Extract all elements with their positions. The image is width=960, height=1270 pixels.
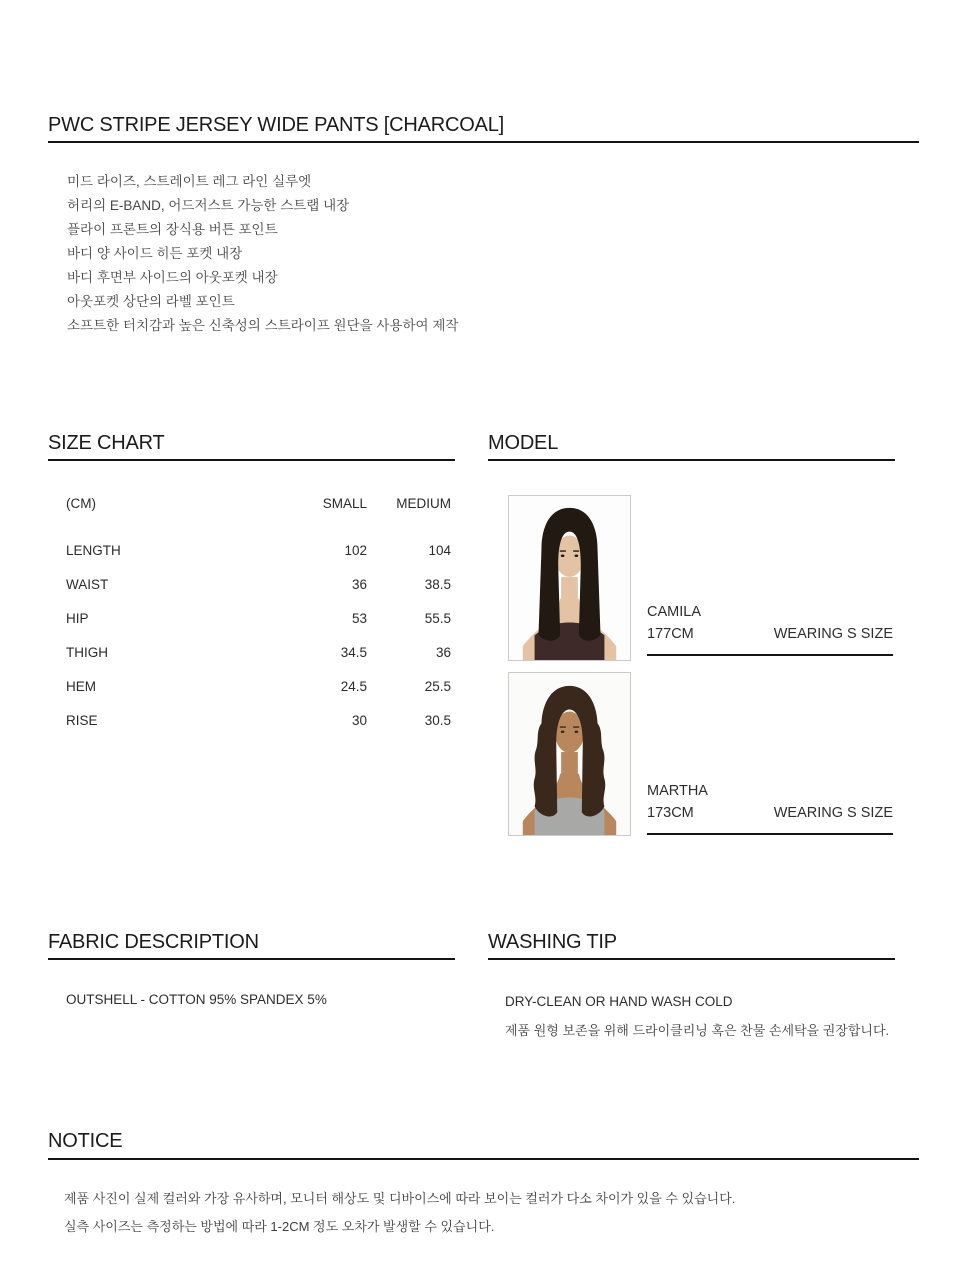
notice-divider <box>48 1158 919 1160</box>
small-value: 102 <box>344 543 367 558</box>
table-row <box>48 713 455 747</box>
title-divider <box>48 141 919 143</box>
model-wearing-size: WEARING S SIZE <box>773 626 893 642</box>
fabric-heading: FABRIC DESCRIPTION <box>48 931 259 953</box>
small-value: 34.5 <box>340 645 367 660</box>
washing-divider <box>488 958 895 960</box>
table-row <box>48 611 455 645</box>
model-photo-camila <box>508 495 631 661</box>
feature-item: 플라이 프론트의 장식용 버튼 포인트 <box>67 222 278 237</box>
feature-item: 미드 라이즈, 스트레이트 레그 라인 실루엣 <box>67 174 312 189</box>
row-label: WAIST <box>66 577 109 592</box>
washing-heading: WASHING TIP <box>488 931 617 953</box>
model-info-martha <box>647 782 893 835</box>
model-wearing-size: WEARING S SIZE <box>773 805 893 821</box>
model-info-camila <box>647 603 893 656</box>
notice-text <box>64 1185 735 1241</box>
unit-label: (CM) <box>66 496 96 511</box>
model-detail-row <box>647 626 893 642</box>
column-medium: MEDIUM <box>396 496 451 511</box>
medium-value: 104 <box>428 543 451 558</box>
row-label: THIGH <box>66 645 108 660</box>
feature-item: 소프트한 터치감과 높은 신축성의 스트라이프 원단을 사용하여 제작 <box>67 318 459 333</box>
medium-value: 55.5 <box>424 611 451 626</box>
model-detail-row <box>647 805 893 821</box>
page-title: PWC STRIPE JERSEY WIDE PANTS [CHARCOAL] <box>48 114 504 136</box>
row-label: HEM <box>66 679 96 694</box>
medium-value: 36 <box>435 645 451 660</box>
feature-item: 바디 후면부 사이드의 아웃포켓 내장 <box>67 270 278 285</box>
fabric-divider <box>48 958 455 960</box>
model-height: 173CM <box>647 805 694 821</box>
model-heading: MODEL <box>488 432 559 454</box>
model-name: MARTHA <box>647 783 708 799</box>
size-chart-table <box>48 543 455 747</box>
small-value: 24.5 <box>340 679 367 694</box>
washing-line-kr: 제품 원형 보존을 위해 드라이클리닝 혹은 찬물 손세탁을 권장합니다. <box>505 1023 890 1038</box>
small-value: 36 <box>351 577 367 592</box>
row-label: RISE <box>66 713 98 728</box>
small-value: 53 <box>351 611 367 626</box>
fabric-description: OUTSHELL - COTTON 95% SPANDEX 5% <box>66 992 327 1007</box>
notice-line: 제품 사진이 실제 컬러와 가장 유사하며, 모니터 해상도 및 디바이스에 따라 보이는 컬러가 다소 차이가 있을 수 있습니다. <box>64 1191 736 1206</box>
model-name: CAMILA <box>647 604 701 620</box>
table-row <box>48 577 455 611</box>
row-label: HIP <box>66 611 89 626</box>
small-value: 30 <box>351 713 367 728</box>
feature-list <box>67 170 458 338</box>
feature-item: 아웃포켓 상단의 라벨 포인트 <box>67 294 235 309</box>
table-row <box>48 645 455 679</box>
washing-line-en: DRY-CLEAN OR HAND WASH COLD <box>505 994 733 1009</box>
model-divider <box>488 459 895 461</box>
size-chart-heading: SIZE CHART <box>48 432 165 454</box>
feature-item: 바디 양 사이드 히든 포켓 내장 <box>67 246 243 261</box>
model-height: 177CM <box>647 626 694 642</box>
column-small: SMALL <box>322 496 367 511</box>
table-row <box>48 543 455 577</box>
medium-value: 30.5 <box>424 713 451 728</box>
notice-heading: NOTICE <box>48 1130 123 1152</box>
medium-value: 25.5 <box>424 679 451 694</box>
model-photo-martha <box>508 672 631 836</box>
feature-item: 허리의 E-BAND, 어드저스트 가능한 스트랩 내장 <box>67 198 350 213</box>
medium-value: 38.5 <box>424 577 451 592</box>
size-chart-header-row <box>48 496 455 511</box>
notice-line: 실측 사이즈는 측정하는 방법에 따라 1-2CM 정도 오차가 발생할 수 있습니다. <box>64 1219 495 1234</box>
row-label: LENGTH <box>66 543 121 558</box>
size-chart-divider <box>48 459 455 461</box>
table-row <box>48 679 455 713</box>
